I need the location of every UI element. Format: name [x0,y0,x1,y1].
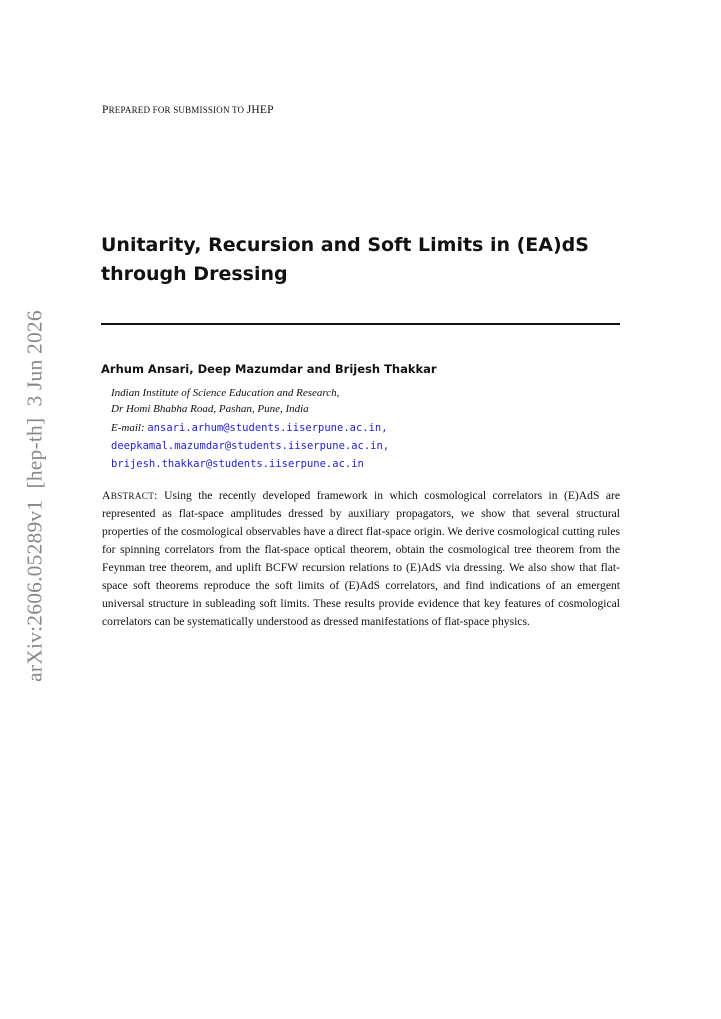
title-rule [101,323,620,325]
email-block [111,419,389,473]
affiliation [111,385,339,417]
email-line-2 [111,437,389,455]
affiliation-line-2: Dr Homi Bhabha Road, Pashan, Pune, India [111,403,309,415]
submission-note-rest: REPARED FOR SUBMISSION TO [108,105,247,115]
email-label: E-mail: [111,422,145,434]
abstract-text: Using the recently developed framework in which cosmological correlators in (E)AdS are represented as flat-space amplitudes dressed by auxiliary propagators, we show that several structural properties of the cosmological observables have a direct flat-space origin. We derive cosmological cutting rules for spinning correlators from the flat-space optical theorem, obtain the cosmological tree theorem from the Feynman tree theorem, and uplift BCFW recursion relations to (E)AdS via dressing. We also show that flat-space soft theorems reproduce the soft limits of (E)AdS correlators, and find indications of an emergent universal structure in subleading soft limits. These results provide evidence that key features of cosmological correlators can be systematically understood as dressed manifestations of flat-space physics. [102,489,620,628]
paper-title-line-2: through Dressing [101,263,288,285]
paper-title-line-1: Unitarity, Recursion and Soft Limits in (EA)dS [101,234,589,256]
arxiv-stamp-text: arXiv:2606.05289v1 [hep-th] 3 Jun 2026 [22,310,47,682]
email-link-mazumdar[interactable]: deepkamal.mazumdar@students.iiserpune.ac.in, [111,440,390,452]
affiliation-line-1: Indian Institute of Science Education and Research, [111,387,340,399]
email-line-1 [111,419,389,437]
email-link-ansari[interactable]: ansari.arhum@students.iiserpune.ac.in, [147,422,388,434]
email-link-thakkar[interactable]: brijesh.thakkar@students.iiserpune.ac.in [111,458,364,470]
author-list: Arhum Ansari, Deep Mazumdar and Brijesh Thakkar [101,362,437,376]
paper-title [101,231,621,289]
abstract-label-colon: : [154,489,158,502]
submission-note [102,104,274,116]
abstract-label-rest: BSTRACT [110,491,155,501]
abstract-label-initial: A [102,489,111,502]
email-line-3 [111,455,389,473]
submission-note-initial: P [102,104,109,116]
abstract [102,487,620,631]
journal-name: JHEP [246,104,274,116]
abstract-label [102,489,158,502]
arxiv-identifier-stamp [23,310,48,682]
